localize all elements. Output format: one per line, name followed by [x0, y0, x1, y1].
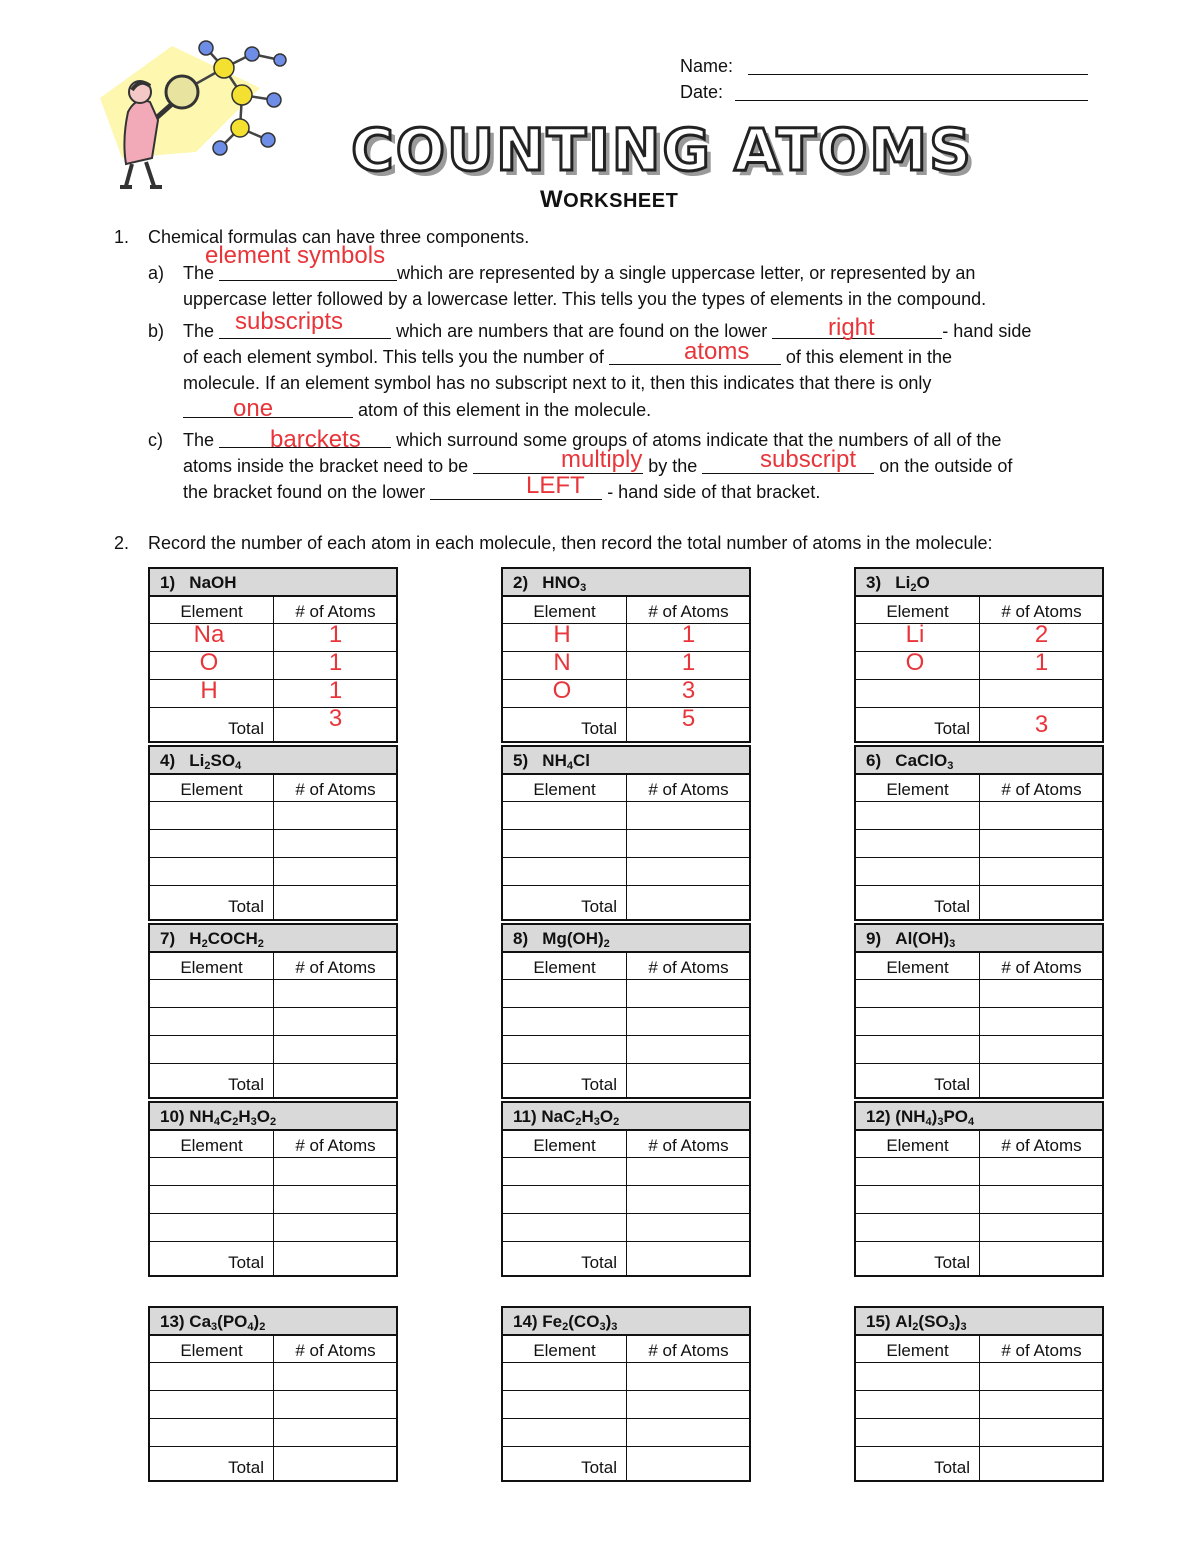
row-divider — [856, 1241, 1102, 1242]
atoms-column-header: # of Atoms — [1001, 1136, 1082, 1155]
answer-right: right — [828, 314, 875, 341]
row-divider — [503, 1185, 749, 1186]
total-label: Total — [228, 897, 264, 916]
answer-multiply: multiply — [561, 446, 643, 473]
row-divider — [856, 1446, 1102, 1447]
atom-count-cell[interactable]: 1 — [328, 649, 343, 676]
element-column-header: Element — [533, 602, 596, 621]
column-divider — [626, 775, 627, 919]
element-column-header: Element — [180, 958, 243, 977]
answer-subscript: subscript — [760, 446, 857, 473]
row-divider — [503, 1446, 749, 1447]
row-divider — [150, 885, 396, 886]
atoms-column-header: # of Atoms — [295, 1136, 376, 1155]
molecule-table — [501, 1101, 751, 1277]
molecule-table — [501, 745, 751, 921]
element-column-header: Element — [180, 602, 243, 621]
name-field[interactable] — [748, 58, 1088, 75]
atoms-column-header: # of Atoms — [295, 1341, 376, 1360]
total-label: Total — [228, 1075, 264, 1094]
atoms-column-header: # of Atoms — [295, 958, 376, 977]
molecule-title: 15) $Al_2(SO_3)_3$ — [856, 1308, 1102, 1336]
q1a-line1: The which are represented by a single uppercase letter, or represented by an — [183, 263, 976, 283]
row-divider — [503, 857, 749, 858]
element-cell[interactable]: N — [553, 649, 571, 676]
element-cell[interactable]: H — [553, 621, 571, 648]
q2-number: 2. — [114, 533, 130, 553]
element-column-header: Element — [180, 780, 243, 799]
element-column-header: Element — [886, 1136, 949, 1155]
molecule-title: 10) $NH_4C_2H_3O_2$ — [150, 1103, 396, 1131]
row-divider — [150, 1007, 396, 1008]
q2-text: Record the number of each atom in each molecule, then record the total number of atoms in the molecule: — [148, 533, 993, 553]
element-column-header: Element — [180, 1136, 243, 1155]
row-divider — [856, 1213, 1102, 1214]
q1a-label: a) — [148, 263, 165, 283]
molecule-title: 8) $Mg(OH)_2$ — [503, 925, 749, 953]
column-divider — [979, 1131, 980, 1275]
q1b-line1: The which are numbers that are found on the lower - hand side — [183, 321, 1032, 341]
atoms-column-header: # of Atoms — [648, 602, 729, 621]
element-cell[interactable]: H — [200, 677, 218, 704]
row-divider — [150, 829, 396, 830]
answer-brackets: barckets — [270, 426, 361, 453]
molecule-title: 7) $H_2COCH_2$ — [150, 925, 396, 953]
total-label: Total — [581, 1253, 617, 1272]
q1b-line4: atom of this element in the molecule. — [183, 397, 651, 423]
q1c-line1: The which surround some groups of atoms indicate that the numbers of all of the — [183, 430, 1002, 450]
column-divider — [626, 1131, 627, 1275]
row-divider — [150, 1035, 396, 1036]
atoms-column-header: # of Atoms — [1001, 602, 1082, 621]
atoms-column-header: # of Atoms — [648, 1136, 729, 1155]
molecule-title: 4) $Li_2SO_4$ — [150, 747, 396, 775]
element-column-header: Element — [533, 1136, 596, 1155]
element-column-header: Element — [886, 780, 949, 799]
row-divider — [150, 1063, 396, 1064]
row-divider — [503, 1213, 749, 1214]
row-divider — [150, 1185, 396, 1186]
answer-subscripts: subscripts — [235, 308, 344, 335]
atoms-column-header: # of Atoms — [1001, 958, 1082, 977]
row-divider — [503, 885, 749, 886]
molecule-title: 13) $Ca_3(PO_4)_2$ — [150, 1308, 396, 1336]
q1c-label: c) — [148, 430, 163, 450]
atoms-column-header: # of Atoms — [295, 602, 376, 621]
atoms-column-header: # of Atoms — [648, 958, 729, 977]
row-divider — [150, 1418, 396, 1419]
molecule-table — [148, 567, 398, 743]
q1a-line2: uppercase letter followed by a lowercase letter. This tells you the types of elements in the compound. — [183, 289, 987, 309]
molecule-title: 9) $Al(OH)_3$ — [856, 925, 1102, 953]
row-divider — [150, 1241, 396, 1242]
row-divider — [856, 857, 1102, 858]
element-column-header: Element — [886, 1341, 949, 1360]
row-divider — [503, 1241, 749, 1242]
atom-count-cell[interactable]: 1 — [328, 621, 343, 648]
element-column-header: Element — [886, 602, 949, 621]
row-divider — [150, 1390, 396, 1391]
molecule-table — [854, 745, 1104, 921]
element-column-header: Element — [533, 958, 596, 977]
element-cell[interactable]: Li — [905, 621, 925, 648]
row-divider — [856, 829, 1102, 830]
atom-count-cell[interactable]: 1 — [1034, 649, 1049, 676]
row-divider — [150, 1213, 396, 1214]
atom-count-cell[interactable]: 2 — [1034, 621, 1049, 648]
column-divider — [979, 1336, 980, 1480]
answer-left: LEFT — [526, 472, 585, 499]
molecule-table — [854, 1101, 1104, 1277]
element-column-header: Element — [886, 958, 949, 977]
name-label: Name: — [680, 56, 734, 76]
q1b-line2: of each element symbol. This tells you the number of of this element in the — [183, 347, 953, 367]
q1c-line2: atoms inside the bracket need to be by the on the outside of — [183, 456, 1013, 476]
date-label: Date: — [680, 82, 724, 102]
total-label: Total — [228, 1458, 264, 1477]
row-divider — [856, 1418, 1102, 1419]
row-divider — [503, 1035, 749, 1036]
molecule-title: 5) $NH_4Cl$ — [503, 747, 749, 775]
q1-number: 1. — [114, 227, 130, 247]
atoms-column-header: # of Atoms — [1001, 780, 1082, 799]
atoms-column-header: # of Atoms — [648, 780, 729, 799]
molecule-table — [501, 923, 751, 1099]
molecule-title: 2) $HNO_3$ — [503, 569, 749, 597]
atoms-column-header: # of Atoms — [1001, 1341, 1082, 1360]
molecule-table — [148, 1306, 398, 1482]
atom-count-cell[interactable]: 1 — [681, 621, 696, 648]
row-divider — [856, 1063, 1102, 1064]
row-divider — [503, 1007, 749, 1008]
molecule-table — [148, 745, 398, 921]
molecule-table — [148, 1101, 398, 1277]
molecule-table — [148, 923, 398, 1099]
column-divider — [979, 953, 980, 1097]
total-label: Total — [934, 1253, 970, 1272]
molecule-table — [854, 923, 1104, 1099]
element-cell[interactable]: Na — [193, 621, 225, 648]
molecule-title: 12) $(NH_4)_3PO_4$ — [856, 1103, 1102, 1131]
atom-count-cell[interactable]: 1 — [681, 649, 696, 676]
element-column-header: Element — [533, 1341, 596, 1360]
molecule-title: 11) $NaC_2H_3O_2$ — [503, 1103, 749, 1131]
answer-one: one — [233, 395, 274, 422]
atoms-column-header: # of Atoms — [648, 1341, 729, 1360]
column-divider — [626, 953, 627, 1097]
element-cell[interactable]: O — [199, 649, 219, 676]
answer-atoms: atoms — [684, 338, 750, 365]
total-label: Total — [934, 1075, 970, 1094]
element-column-header: Element — [180, 1341, 243, 1360]
date-field[interactable] — [735, 84, 1088, 101]
q1c-line3: the bracket found on the lower - hand side of that bracket. — [183, 482, 821, 502]
atom-count-cell[interactable]: 1 — [328, 677, 343, 704]
row-divider — [856, 885, 1102, 886]
total-label: Total — [934, 719, 970, 738]
total-label: Total — [228, 719, 264, 738]
molecule-table — [854, 1306, 1104, 1482]
row-divider — [503, 829, 749, 830]
q1b-line3: molecule. If an element symbol has no subscript next to it, then this indicates that there is only — [183, 373, 932, 393]
molecule-table — [854, 567, 1104, 743]
column-divider — [273, 1336, 274, 1480]
molecule-table — [501, 567, 751, 743]
column-divider — [979, 775, 980, 919]
element-cell[interactable]: O — [905, 649, 925, 676]
q1b-label: b) — [148, 321, 165, 341]
row-divider — [856, 707, 1102, 708]
molecule-table — [501, 1306, 751, 1482]
total-label: Total — [228, 1253, 264, 1272]
page-title: COUNTING ATOMS — [351, 116, 973, 184]
scientist-molecule-clipart — [92, 40, 292, 192]
total-label: Total — [581, 897, 617, 916]
total-label: Total — [581, 1075, 617, 1094]
row-divider — [150, 857, 396, 858]
total-value[interactable]: 3 — [328, 705, 343, 732]
molecule-title: 1) NaOH — [150, 569, 396, 597]
column-divider — [273, 953, 274, 1097]
row-divider — [503, 1390, 749, 1391]
molecule-title: 3) $Li_2O$ — [856, 569, 1102, 597]
column-divider — [273, 597, 274, 741]
column-divider — [273, 775, 274, 919]
atoms-column-header: # of Atoms — [295, 780, 376, 799]
answer-element-symbols: element symbols — [205, 242, 386, 269]
total-label: Total — [581, 1458, 617, 1477]
row-divider — [150, 1446, 396, 1447]
row-divider — [503, 1418, 749, 1419]
molecule-title: 6) CaClO$_3$ — [856, 747, 1102, 775]
column-divider — [273, 1131, 274, 1275]
element-cell[interactable]: O — [552, 677, 572, 704]
row-divider — [856, 1035, 1102, 1036]
column-divider — [626, 1336, 627, 1480]
total-value[interactable]: 3 — [1034, 711, 1049, 738]
row-divider — [856, 1185, 1102, 1186]
row-divider — [503, 1063, 749, 1064]
total-label: Total — [934, 897, 970, 916]
column-divider — [626, 597, 627, 741]
page-subtitle: WORKSHEET — [540, 186, 679, 213]
q1-intro: Chemical formulas can have three components. — [148, 227, 530, 247]
row-divider — [856, 1390, 1102, 1391]
atom-count-cell[interactable]: 3 — [681, 677, 696, 704]
element-column-header: Element — [533, 780, 596, 799]
row-divider — [856, 1007, 1102, 1008]
total-value[interactable]: 5 — [681, 705, 696, 732]
total-label: Total — [934, 1458, 970, 1477]
column-divider — [979, 597, 980, 741]
molecule-title: 14) $Fe_2(CO_3)_3$ — [503, 1308, 749, 1336]
row-divider — [856, 679, 1102, 680]
total-label: Total — [581, 719, 617, 738]
